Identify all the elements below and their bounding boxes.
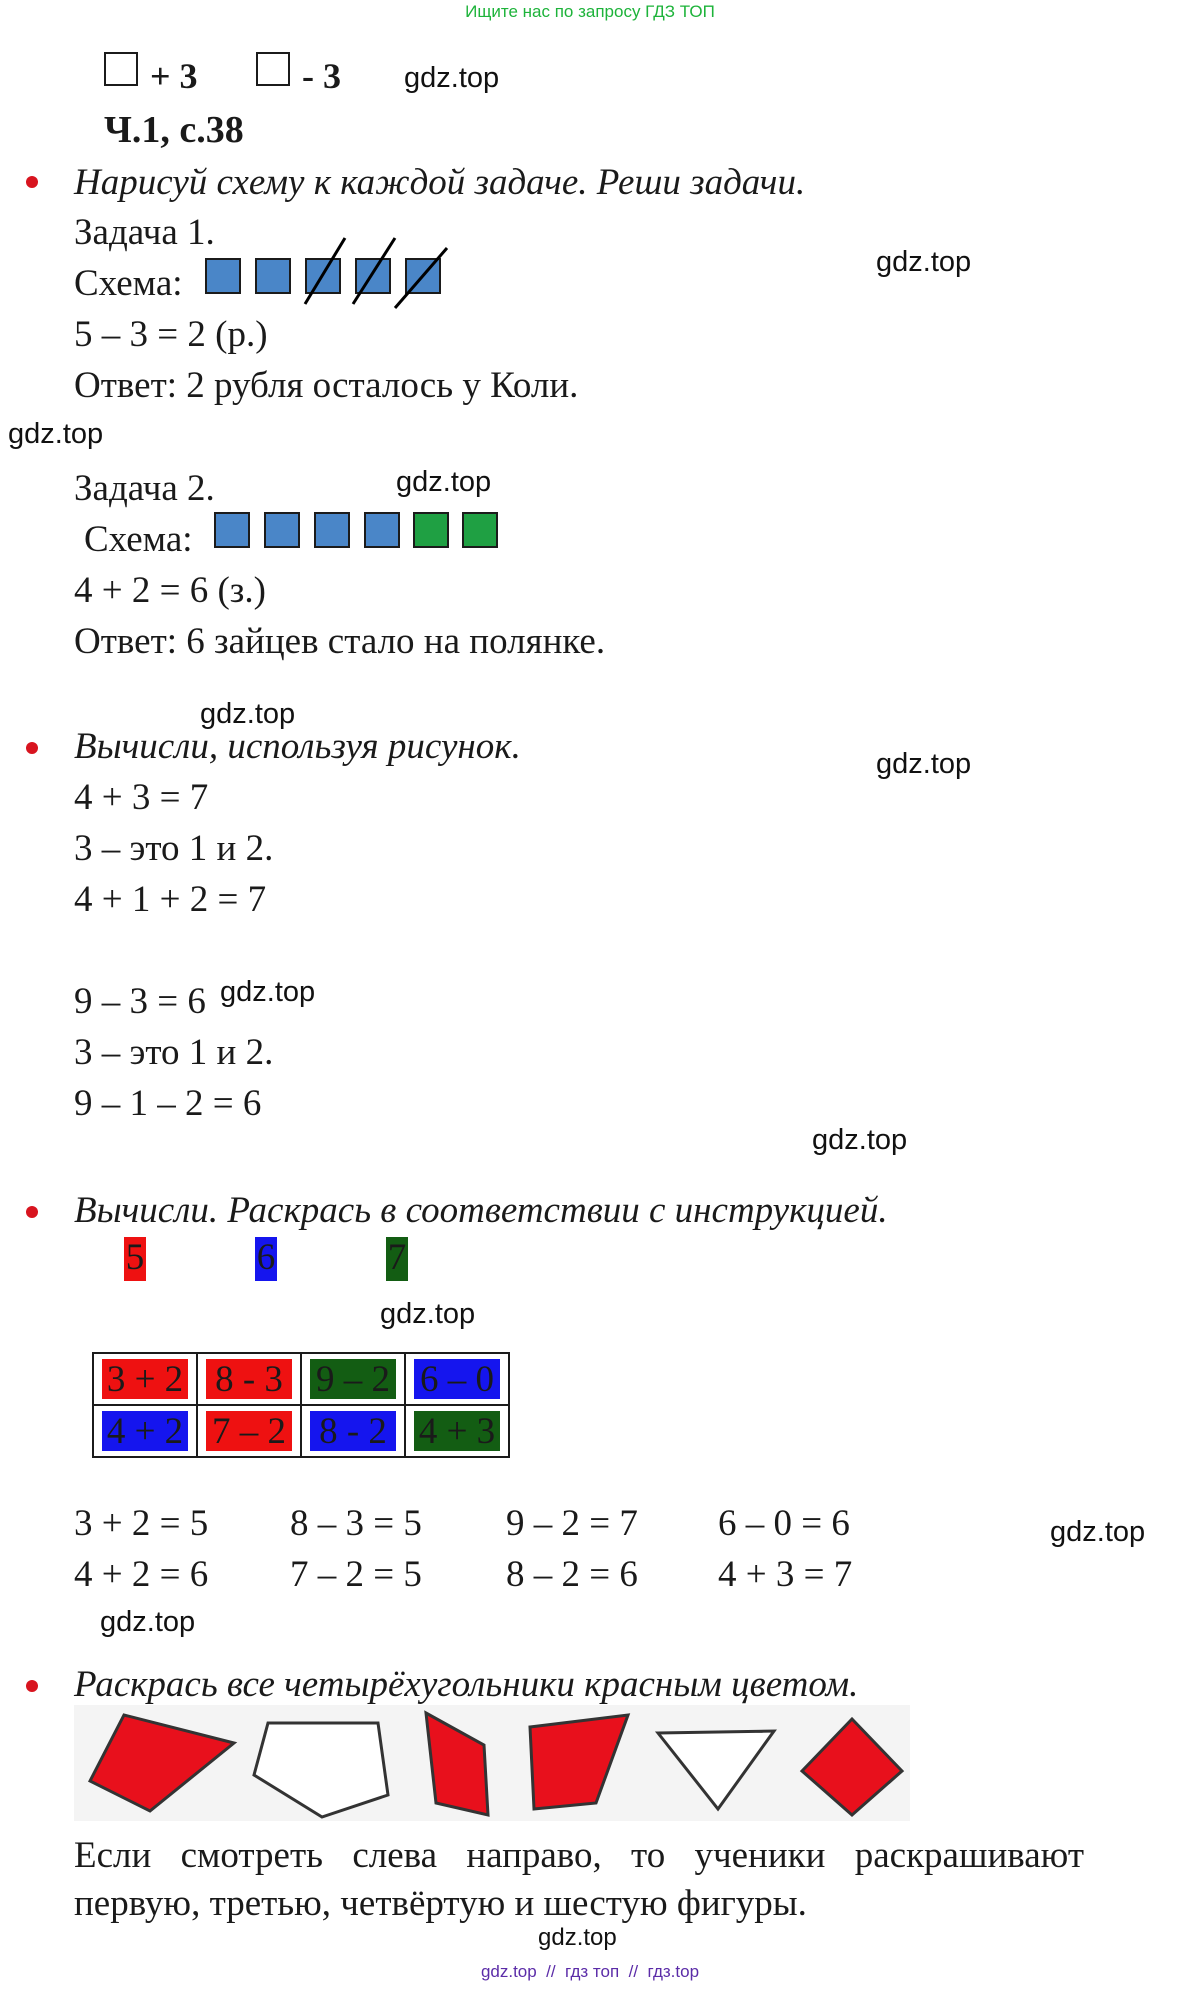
- watermark: gdz.top: [538, 1924, 617, 1951]
- problem1-scheme-label: Схема:: [74, 263, 183, 304]
- answer-cell: 8 – 2 = 6: [506, 1554, 638, 1595]
- grid-cell: [93, 1353, 197, 1405]
- task2-line: 4 + 1 + 2 = 7: [74, 879, 267, 920]
- grid-cell-text: 7 – 2: [206, 1411, 292, 1451]
- scheme-square: [314, 512, 350, 548]
- answer-cell: 3 + 2 = 5: [74, 1503, 209, 1544]
- empty-box-plus: [104, 52, 138, 86]
- grid-cell: [405, 1353, 509, 1405]
- scheme-square-green: [413, 512, 449, 548]
- bullet: [26, 1680, 38, 1692]
- task4-instruction: Раскрась все четырёхугольники красным цветом.: [74, 1664, 859, 1705]
- watermark: gdz.top: [812, 1124, 908, 1156]
- problem1-equation: 5 – 3 = 2 (р.): [74, 314, 268, 355]
- answer-cell: 8 – 3 = 5: [290, 1503, 422, 1544]
- shapes-figure: [74, 1705, 910, 1821]
- grid-cell-text: 3 + 2: [102, 1359, 188, 1399]
- legend-chip-red: 5: [124, 1237, 146, 1281]
- watermark: gdz.top: [876, 246, 972, 278]
- task2-line: 3 – это 1 и 2.: [74, 828, 274, 869]
- scheme-square: [255, 258, 291, 294]
- watermark: gdz.top: [396, 466, 492, 498]
- bullet: [26, 176, 38, 188]
- top-banner[interactable]: Ищите нас по запросу ГДЗ ТОП: [465, 2, 715, 21]
- bullet: [26, 1206, 38, 1218]
- scheme-square: [264, 512, 300, 548]
- grid-cell-text: 8 - 3: [206, 1359, 292, 1399]
- watermark: gdz.top: [1050, 1516, 1146, 1548]
- grid-cell: [405, 1405, 509, 1457]
- task1-instruction: Нарисуй схему к каждой задаче. Реши задачи.: [74, 162, 806, 203]
- grid-cell-text: 4 + 2: [102, 1411, 188, 1451]
- answer-cell: 4 + 3 = 7: [718, 1554, 853, 1595]
- grid-cell: [93, 1405, 197, 1457]
- task2-line: 3 – это 1 и 2.: [74, 1032, 274, 1073]
- watermark: gdz.top: [220, 976, 316, 1008]
- grid-row: [93, 1353, 509, 1405]
- task3-instruction: Вычисли. Раскрась в соответствии с инструкцией.: [74, 1190, 888, 1231]
- color-grid: [92, 1352, 510, 1458]
- grid-cell: [301, 1353, 405, 1405]
- watermark: gdz.top: [100, 1606, 196, 1638]
- problem1-answer: Ответ: 2 рубля осталось у Коли.: [74, 365, 579, 406]
- grid-cell-text: 8 - 2: [310, 1411, 396, 1451]
- grid-cell: [197, 1353, 301, 1405]
- grid-cell-text: 9 – 2: [310, 1359, 396, 1399]
- scheme-square-green: [462, 512, 498, 548]
- watermark: gdz.top: [8, 418, 104, 450]
- task2-line: 4 + 3 = 7: [74, 777, 209, 818]
- task2-line: 9 – 1 – 2 = 6: [74, 1083, 262, 1124]
- answer-cell: 4 + 2 = 6: [74, 1554, 209, 1595]
- problem2-equation: 4 + 2 = 6 (з.): [74, 570, 266, 611]
- grid-cell: [197, 1405, 301, 1457]
- problem2-scheme-label: Схема:: [84, 519, 193, 560]
- strike-lines: [295, 234, 475, 314]
- bullet: [26, 742, 38, 754]
- task2-line: 9 – 3 = 6: [74, 981, 206, 1022]
- scheme-square: [214, 512, 250, 548]
- legend-chip-green: 7: [386, 1237, 408, 1281]
- box-plus-label: + 3: [150, 56, 198, 96]
- problem1-title: Задача 1.: [74, 212, 215, 253]
- watermark: gdz.top: [200, 698, 296, 730]
- grid-cell-text: 6 – 0: [414, 1359, 500, 1399]
- grid-cell: [301, 1405, 405, 1457]
- conclusion-line: первую, третью, четвёртую и шестую фигуры.: [74, 1883, 807, 1924]
- problem2-answer: Ответ: 6 зайцев стало на полянке.: [74, 621, 606, 662]
- footer-links[interactable]: gdz.top // гдз топ // гдз.top: [480, 1962, 700, 1981]
- answer-cell: 7 – 2 = 5: [290, 1554, 422, 1595]
- answer-cell: 6 – 0 = 6: [718, 1503, 850, 1544]
- scheme-square: [364, 512, 400, 548]
- answer-cell: 9 – 2 = 7: [506, 1503, 638, 1544]
- watermark: gdz.top: [876, 748, 972, 780]
- page-reference: Ч.1, с.38: [104, 109, 244, 151]
- legend-chip-blue: 6: [255, 1237, 277, 1281]
- task2-instruction: Вычисли, используя рисунок.: [74, 726, 521, 767]
- problem2-title: Задача 2.: [74, 468, 215, 509]
- box-minus-label: - 3: [302, 56, 341, 96]
- empty-box-minus: [256, 52, 290, 86]
- grid-row: [93, 1405, 509, 1457]
- grid-cell-text: 4 + 3: [414, 1411, 500, 1451]
- scheme-square: [205, 258, 241, 294]
- watermark: gdz.top: [404, 62, 500, 94]
- watermark: gdz.top: [380, 1298, 476, 1330]
- conclusion-line: Если смотреть слева направо, то ученики раскрашивают: [74, 1835, 1084, 1876]
